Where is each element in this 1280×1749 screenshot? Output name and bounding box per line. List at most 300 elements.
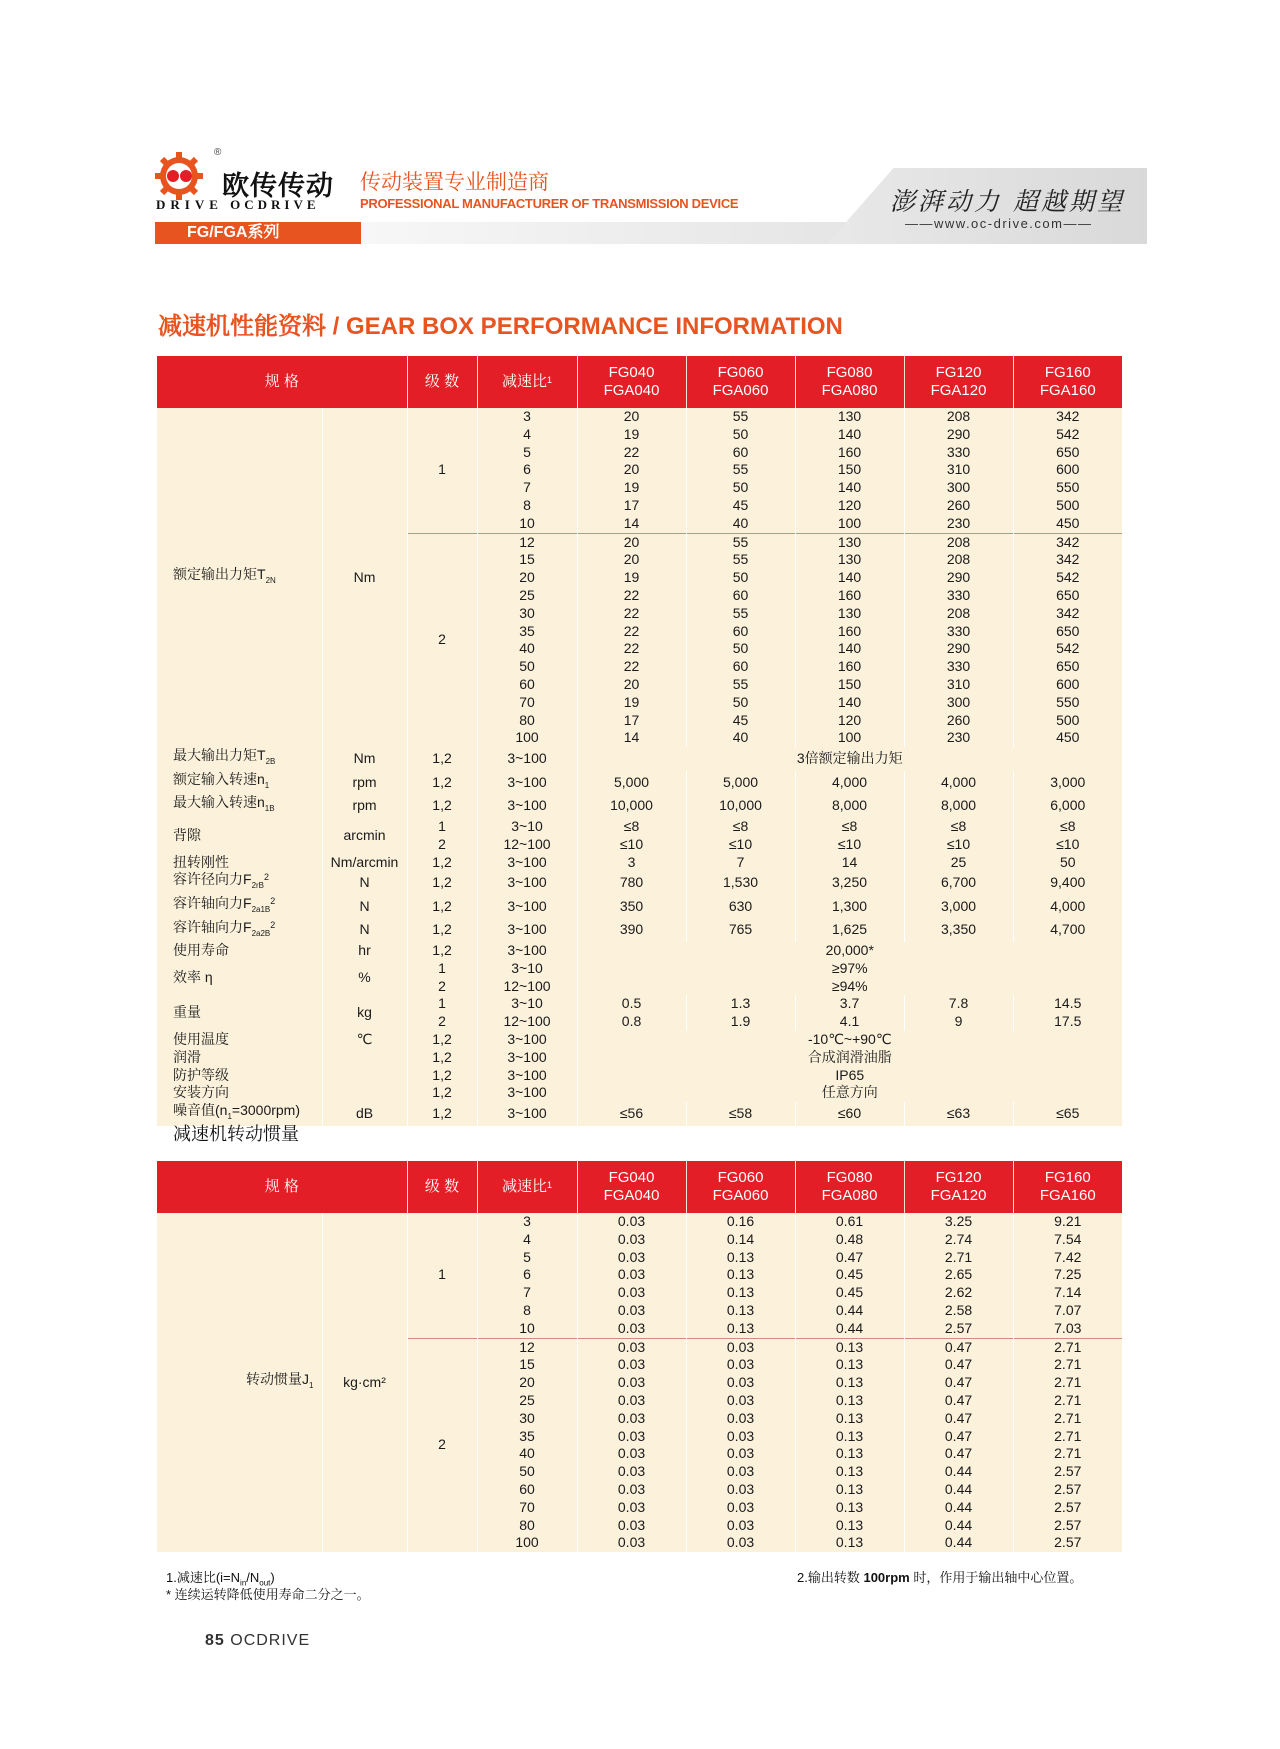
row-unit: kg·cm² (322, 1213, 407, 1552)
table-row (157, 895, 1122, 919)
value-cell: 50 (686, 569, 795, 587)
note-life: * 连续运转降低使用寿命二分之一。 (166, 1587, 370, 1602)
stage-cell: 1,2 (407, 1084, 477, 1102)
value-cell: 650 (1013, 658, 1122, 676)
ratio-cell: 12~100 (477, 1013, 577, 1031)
stage-cell: 2 (407, 836, 477, 854)
value-cell: 650 (1013, 444, 1122, 462)
gear-logo-icon (154, 151, 204, 201)
row-unit: kg (322, 995, 407, 1031)
page-title: 减速机性能资料 / GEAR BOX PERFORMANCE INFORMATION (158, 313, 843, 340)
value-cell: 0.03 (686, 1356, 795, 1374)
value-cell: 600 (1013, 676, 1122, 694)
value-cell: 2.57 (1013, 1534, 1122, 1552)
ratio-cell: 15 (477, 1356, 577, 1374)
value-cell: 3,350 (904, 919, 1013, 943)
value-cell: 19 (577, 569, 686, 587)
value-cell: 0.03 (577, 1445, 686, 1463)
value-cell: 342 (1013, 605, 1122, 623)
stage-cell: 1,2 (407, 1031, 477, 1049)
value-cell: 40 (686, 729, 795, 747)
ratio-cell: 6 (477, 461, 577, 479)
value-cell: 310 (904, 676, 1013, 694)
value-cell: ≤63 (904, 1102, 1013, 1126)
header-model-b: FGA060 (712, 382, 769, 399)
header-ratio-label: 减速比 (502, 373, 548, 390)
value-cell: 1,625 (795, 919, 904, 943)
row-label-sup: 2 (270, 919, 276, 930)
table-row (157, 1031, 1122, 1049)
ratio-cell: 10 (477, 515, 577, 533)
ratio-cell: 60 (477, 1481, 577, 1499)
row-label-text: 效率 η (173, 968, 213, 985)
value-cell: 0.47 (795, 1249, 904, 1267)
value-cell: 0.03 (686, 1338, 795, 1356)
value-cell: 4,700 (1013, 919, 1122, 943)
page-footer (205, 1632, 310, 1650)
value-cell: 0.03 (686, 1410, 795, 1428)
value-cell: 650 (1013, 623, 1122, 641)
value-cell: 0.03 (577, 1534, 686, 1552)
value-cell: 0.03 (577, 1356, 686, 1374)
value-cell: 390 (577, 919, 686, 943)
value-cell: 0.13 (686, 1320, 795, 1338)
ratio-cell: 8 (477, 1302, 577, 1320)
row-unit: Nm/arcmin (322, 854, 407, 872)
value-cell: 0.47 (904, 1410, 1013, 1428)
value-cell: 1,530 (686, 871, 795, 895)
value-cell: 0.13 (795, 1428, 904, 1446)
table-row (157, 1084, 1122, 1102)
row-label-tail: =3000rpm) (231, 1102, 300, 1119)
header-spec: 规 格 (157, 356, 407, 408)
ratio-cell: 3~100 (477, 1102, 577, 1126)
header-model (795, 356, 904, 408)
value-cell: 2.74 (904, 1231, 1013, 1249)
value-cell: 0.03 (577, 1463, 686, 1481)
value-cell: 130 (795, 408, 904, 426)
value-cell: 1,300 (795, 895, 904, 919)
row-unit: Nm (322, 747, 407, 771)
value-cell: 0.03 (686, 1428, 795, 1446)
value-cell: 3 (577, 854, 686, 872)
value-cell: 50 (686, 694, 795, 712)
value-cell: 0.03 (577, 1302, 686, 1320)
value-cell: 780 (577, 871, 686, 895)
value-cell: 14 (577, 515, 686, 533)
value-cell: 0.13 (686, 1302, 795, 1320)
value-cell: 230 (904, 729, 1013, 747)
value-cell: 60 (686, 623, 795, 641)
value-cell: 140 (795, 694, 904, 712)
note-output-bold: 100rpm (863, 1570, 910, 1585)
ratio-cell: 80 (477, 712, 577, 730)
row-label-text: 额定输入转速n (173, 770, 265, 787)
value-cell: 300 (904, 479, 1013, 497)
row-unit: rpm (322, 794, 407, 818)
inertia-label: 转动惯量J (246, 1370, 310, 1387)
value-cell: 14.5 (1013, 995, 1122, 1013)
ratio-cell: 3~100 (477, 919, 577, 943)
value-cell: 3.7 (795, 995, 904, 1013)
website: ——www.oc-drive.com—— (905, 216, 1093, 231)
value-cell: 0.03 (577, 1284, 686, 1302)
header-model-a: FG080 (826, 1169, 873, 1186)
row-label (157, 1031, 322, 1049)
value-cell: 60 (686, 444, 795, 462)
table-row (157, 871, 1122, 895)
row-label (157, 854, 322, 872)
torque-label-sub: 2N (265, 575, 276, 585)
row-unit: arcmin (322, 818, 407, 854)
value-cell: 45 (686, 497, 795, 515)
table-row (157, 1049, 1122, 1067)
value-cell: ≤10 (577, 836, 686, 854)
value-cell: 350 (577, 895, 686, 919)
stage-cell: 1,2 (407, 854, 477, 872)
value-cell: 0.03 (577, 1517, 686, 1535)
value-cell: 450 (1013, 515, 1122, 533)
ratio-cell: 3~100 (477, 747, 577, 771)
stage-cell: 1,2 (407, 1067, 477, 1085)
row-unit: ℃ (322, 1031, 407, 1049)
value-cell: 2.71 (1013, 1374, 1122, 1392)
value-cell: 4,000 (904, 771, 1013, 795)
ratio-cell: 3 (477, 408, 577, 426)
value-cell: 2.71 (1013, 1445, 1122, 1463)
value-cell: 55 (686, 461, 795, 479)
stage-cell: 2 (407, 978, 477, 996)
note-ratio-sub-in: in (240, 1578, 247, 1588)
row-label-sub: 1 (264, 780, 270, 790)
value-cell: 342 (1013, 408, 1122, 426)
value-cell: 3,000 (1013, 771, 1122, 795)
header-ratio-sup: 1 (547, 375, 553, 385)
header-model-a: FG120 (935, 364, 982, 381)
ratio-cell: 50 (477, 658, 577, 676)
ratio-cell: 20 (477, 569, 577, 587)
stage-cell: 1,2 (407, 794, 477, 818)
table-row (157, 854, 1122, 872)
value-cell-merged: ≥97% (577, 960, 1122, 978)
table-row (157, 747, 1122, 771)
row-label-text: 容许轴向力F (173, 918, 252, 935)
row-unit: dB (322, 1102, 407, 1126)
value-cell: 20 (577, 676, 686, 694)
row-label-text: 最大输出力矩T (173, 747, 266, 764)
header-model-a: FG080 (826, 364, 873, 381)
value-cell: 3.25 (904, 1213, 1013, 1231)
table-row (157, 771, 1122, 795)
row-label-text: 使用寿命 (173, 942, 229, 959)
value-cell: ≤56 (577, 1102, 686, 1126)
value-cell: 1.3 (686, 995, 795, 1013)
note-ratio-post: ) (270, 1570, 275, 1585)
tagline-cn: 传动装置专业制造商 (360, 171, 549, 194)
value-cell: 0.47 (904, 1356, 1013, 1374)
value-cell: 55 (686, 605, 795, 623)
ratio-cell: 60 (477, 676, 577, 694)
value-cell: 0.03 (577, 1213, 686, 1231)
value-cell: 140 (795, 569, 904, 587)
value-cell: 0.03 (686, 1499, 795, 1517)
row-label-text: 使用温度 (173, 1031, 229, 1048)
row-label-text: 安装方向 (173, 1084, 229, 1101)
header-model-b: FGA080 (821, 382, 878, 399)
value-cell: 0.03 (577, 1266, 686, 1284)
value-cell: 25 (904, 854, 1013, 872)
inertia-title: 减速机转动惯量 (173, 1124, 299, 1144)
value-cell: ≤10 (795, 836, 904, 854)
row-label (157, 871, 322, 895)
value-cell: 5,000 (577, 771, 686, 795)
value-cell: 3,000 (904, 895, 1013, 919)
table-row (157, 942, 1122, 960)
value-cell: 0.47 (904, 1338, 1013, 1356)
value-cell: 130 (795, 605, 904, 623)
value-cell: 160 (795, 587, 904, 605)
header-model-b: FGA120 (930, 1187, 987, 1204)
ratio-cell: 7 (477, 479, 577, 497)
value-cell: 140 (795, 640, 904, 658)
row-label (157, 895, 322, 919)
value-cell: 20 (577, 408, 686, 426)
row-label-text: 防护等级 (173, 1066, 229, 1083)
value-cell: 40 (686, 515, 795, 533)
row-unit: N (322, 871, 407, 895)
value-cell: 4,000 (1013, 895, 1122, 919)
header-model (904, 356, 1013, 408)
registered-mark: ® (214, 147, 222, 158)
value-cell: 2.71 (1013, 1356, 1122, 1374)
value-cell: 0.13 (686, 1284, 795, 1302)
row-label-sub: 2rB (251, 881, 265, 891)
value-cell: 0.47 (904, 1374, 1013, 1392)
ratio-cell: 30 (477, 605, 577, 623)
stage-cell: 2 (407, 533, 477, 747)
value-cell: 0.16 (686, 1213, 795, 1231)
row-unit: N (322, 895, 407, 919)
note-output-pre: 2.输出转数 (797, 1570, 864, 1585)
header-model-b: FGA080 (821, 1187, 878, 1204)
row-label (157, 995, 322, 1031)
value-cell: ≤10 (686, 836, 795, 854)
value-cell: 2.71 (1013, 1410, 1122, 1428)
value-cell: ≤58 (686, 1102, 795, 1126)
value-cell-merged: ≥94% (577, 978, 1122, 996)
ratio-cell: 3~100 (477, 1031, 577, 1049)
header-ratio-label: 减速比 (502, 1178, 548, 1195)
header-model-a: FG060 (717, 1169, 764, 1186)
page-number: 85 (205, 1632, 225, 1649)
value-cell: 650 (1013, 587, 1122, 605)
row-label-text: 容许轴向力F (173, 894, 252, 911)
ratio-cell: 3~100 (477, 854, 577, 872)
header-model (577, 1161, 686, 1213)
value-cell: 160 (795, 444, 904, 462)
value-cell: 0.47 (904, 1392, 1013, 1410)
table-header-row (157, 356, 1122, 408)
row-label (157, 1049, 322, 1067)
value-cell: 2.65 (904, 1266, 1013, 1284)
header-model-b: FGA060 (712, 1187, 769, 1204)
stage-cell: 2 (407, 1013, 477, 1031)
value-cell: 0.13 (686, 1266, 795, 1284)
value-cell: 0.44 (904, 1534, 1013, 1552)
value-cell: 542 (1013, 426, 1122, 444)
ratio-cell: 3~100 (477, 771, 577, 795)
value-cell: 0.45 (795, 1284, 904, 1302)
value-cell: 0.14 (686, 1231, 795, 1249)
row-label-sub: 1B (264, 804, 275, 814)
value-cell: 2.71 (1013, 1338, 1122, 1356)
value-cell: 0.03 (686, 1534, 795, 1552)
ratio-cell: 35 (477, 623, 577, 641)
value-cell: 60 (686, 658, 795, 676)
value-cell: 7.03 (1013, 1320, 1122, 1338)
stage-cell: 1,2 (407, 871, 477, 895)
value-cell: 150 (795, 461, 904, 479)
ratio-cell: 40 (477, 1445, 577, 1463)
row-label-sub: 2a1B (251, 904, 271, 914)
value-cell: 0.03 (577, 1231, 686, 1249)
slogan: 澎湃动力 超越期望 (890, 187, 1125, 216)
header-model-b: FGA160 (1039, 382, 1096, 399)
value-cell: 0.03 (577, 1374, 686, 1392)
performance-table-body (157, 408, 1122, 1126)
header-model (1013, 356, 1122, 408)
value-cell: 0.45 (795, 1266, 904, 1284)
ratio-cell: 30 (477, 1410, 577, 1428)
value-cell: 0.03 (577, 1320, 686, 1338)
value-cell: ≤8 (904, 818, 1013, 836)
value-cell: ≤10 (904, 836, 1013, 854)
table-row (157, 794, 1122, 818)
row-label (157, 1067, 322, 1085)
value-cell: 10,000 (686, 794, 795, 818)
ratio-cell: 3~100 (477, 1049, 577, 1067)
value-cell: 330 (904, 444, 1013, 462)
value-cell: 17 (577, 497, 686, 515)
value-cell: 8,000 (904, 794, 1013, 818)
header-model-a: FG040 (608, 364, 655, 381)
value-cell: 7.14 (1013, 1284, 1122, 1302)
value-cell: 230 (904, 515, 1013, 533)
value-cell: 150 (795, 676, 904, 694)
row-label-text: 最大输入转速n (173, 794, 265, 811)
value-cell: ≤60 (795, 1102, 904, 1126)
stage-cell: 1,2 (407, 895, 477, 919)
value-cell: 0.44 (795, 1320, 904, 1338)
value-cell: 0.48 (795, 1231, 904, 1249)
header-ratio (477, 356, 577, 408)
value-cell: 0.03 (577, 1249, 686, 1267)
value-cell: 542 (1013, 569, 1122, 587)
value-cell: 4,000 (795, 771, 904, 795)
value-cell-merged: 20,000* (577, 942, 1122, 960)
value-cell: 2.57 (1013, 1517, 1122, 1535)
row-label-text: 扭转刚性 (173, 853, 229, 870)
value-cell: 140 (795, 479, 904, 497)
value-cell: 630 (686, 895, 795, 919)
value-cell: 10,000 (577, 794, 686, 818)
stage-cell: 1 (407, 1213, 477, 1338)
row-label-text: 背隙 (173, 826, 201, 843)
value-cell: 0.03 (577, 1499, 686, 1517)
value-cell: 0.13 (795, 1481, 904, 1499)
ratio-cell: 25 (477, 587, 577, 605)
brand-name-cn: 欧传传动 (222, 171, 334, 201)
ratio-cell: 3~100 (477, 871, 577, 895)
row-label-sup: 2 (270, 895, 276, 906)
note-output-post: 时，作用于输出轴中心位置。 (909, 1570, 1083, 1585)
table-row (157, 960, 1122, 978)
header-model (686, 356, 795, 408)
value-cell: 0.03 (577, 1392, 686, 1410)
ratio-cell: 12 (477, 533, 577, 551)
row-label (157, 794, 322, 818)
value-cell: 50 (686, 426, 795, 444)
stage-cell: 1 (407, 960, 477, 978)
header-model-a: FG160 (1044, 1169, 1091, 1186)
ratio-cell: 12 (477, 1338, 577, 1356)
value-cell: 600 (1013, 461, 1122, 479)
value-cell: 0.13 (795, 1356, 904, 1374)
value-cell: 120 (795, 497, 904, 515)
row-label (157, 960, 322, 996)
row-label (157, 1084, 322, 1102)
ratio-cell: 4 (477, 426, 577, 444)
row-unit (322, 1049, 407, 1067)
note-ratio-pre: 1.减速比(i=N (166, 1570, 241, 1585)
value-cell: 140 (795, 426, 904, 444)
stage-cell: 1,2 (407, 1102, 477, 1126)
value-cell: 260 (904, 497, 1013, 515)
ratio-cell: 3~100 (477, 794, 577, 818)
row-unit: hr (322, 942, 407, 960)
value-cell: 55 (686, 551, 795, 569)
value-cell: 0.13 (795, 1410, 904, 1428)
value-cell: 290 (904, 640, 1013, 658)
value-cell: 22 (577, 605, 686, 623)
torque-label: 额定输出力矩T (173, 565, 266, 582)
value-cell: 0.13 (795, 1499, 904, 1517)
row-label-sub: 1 (227, 1112, 232, 1122)
stage-cell: 1,2 (407, 942, 477, 960)
ratio-cell: 3~100 (477, 1084, 577, 1102)
note-output (797, 1567, 1082, 1586)
value-cell: 0.44 (904, 1517, 1013, 1535)
value-cell: 17.5 (1013, 1013, 1122, 1031)
value-cell: 22 (577, 658, 686, 676)
ratio-cell: 3~10 (477, 818, 577, 836)
row-unit: rpm (322, 771, 407, 795)
header-ratio (477, 1161, 577, 1213)
header-model-b: FGA120 (930, 382, 987, 399)
stage-cell: 1,2 (407, 919, 477, 943)
row-label-sub: 2B (265, 756, 276, 766)
value-cell: 9,400 (1013, 871, 1122, 895)
value-cell: 208 (904, 551, 1013, 569)
ratio-cell: 70 (477, 1499, 577, 1517)
ratio-cell: 35 (477, 1428, 577, 1446)
value-cell: 290 (904, 569, 1013, 587)
value-cell: 500 (1013, 497, 1122, 515)
value-cell: 2.71 (904, 1249, 1013, 1267)
brand-ocdrive: OCDRIVE (230, 197, 320, 212)
value-cell-merged: 任意方向 (577, 1084, 1122, 1102)
value-cell: 342 (1013, 533, 1122, 551)
